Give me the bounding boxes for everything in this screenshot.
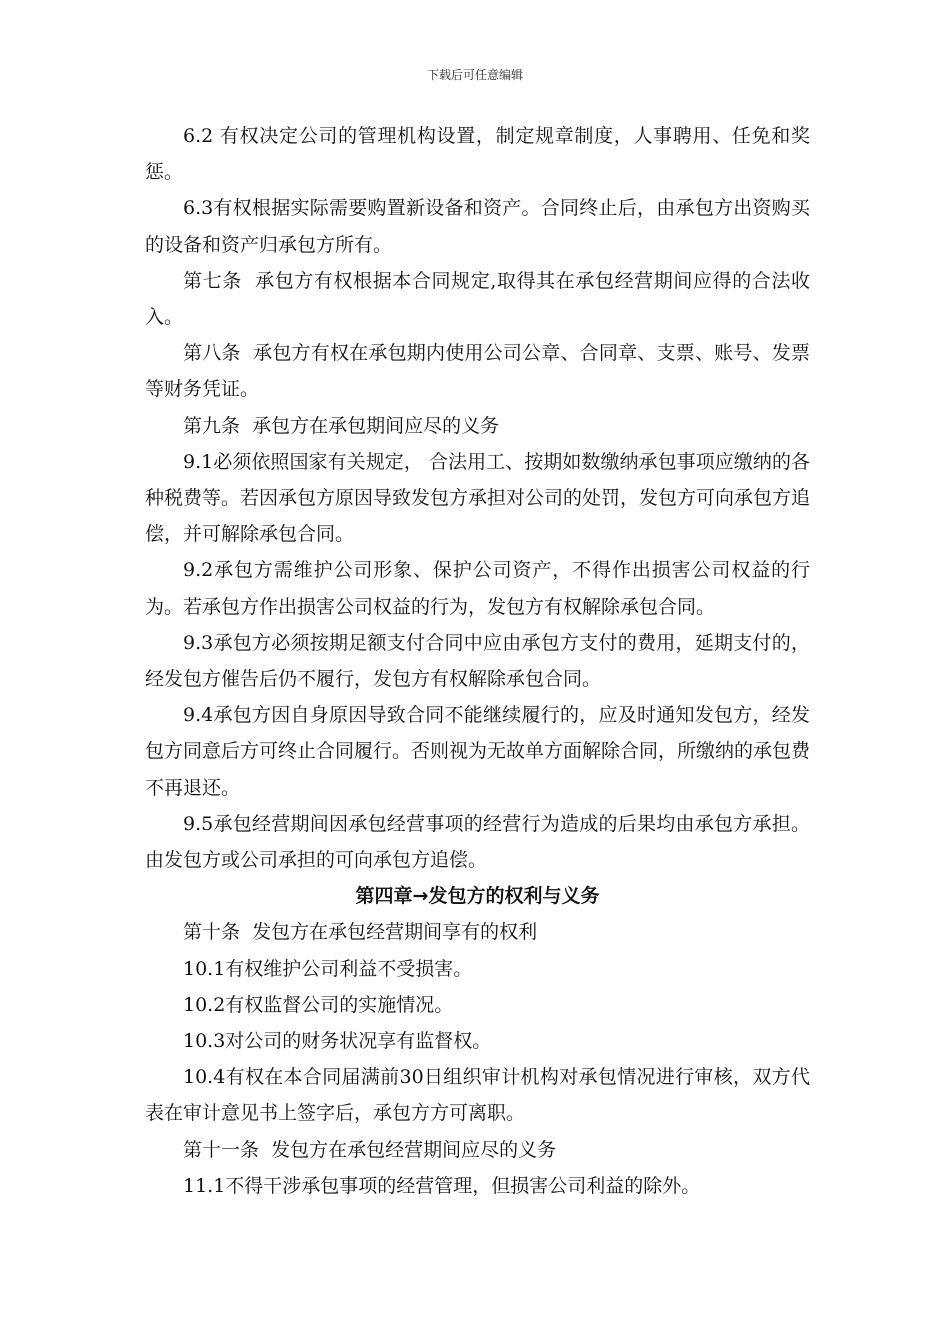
page-header: 下载后可任意编辑 xyxy=(426,68,523,82)
paragraph-11-1: 11.1不得干涉承包事项的经营管理，但损害公司利益的除外。 xyxy=(183,1174,701,1197)
paragraph-10-1: 10.1有权维护公司利益不受损害。 xyxy=(183,957,473,980)
article-9-heading: 第九条 承包方在承包期间应尽的义务 xyxy=(183,414,500,437)
chapter-4-heading: 第四章→发包方的权利与义务 xyxy=(355,885,600,908)
document-body xyxy=(145,118,810,1204)
paragraph-10-2: 10.2有权监督公司的实施情况。 xyxy=(183,993,454,1016)
paragraph-9-3: 9.3承包方必须按期足额支付合同中应由承包方支付的费用，延期支付的，经发包方催告后仍不履行，发包方有权解除承包合同。 xyxy=(145,631,810,691)
paragraph-10-4: 10.4有权在本合同届满前30日组织审计机构对承包情况进行审核，双方代表在审计意见书上签字后，承包方方可离职。 xyxy=(145,1066,810,1125)
paragraph-9-4: 9.4承包方因自身原因导致合同不能继续履行的，应及时通知发包方，经发包方同意后方可终止合同履行。否则视为无故单方面解除合同，所缴纳的承包费不再退还。 xyxy=(145,704,811,799)
paragraph-10-3: 10.3对公司的财务状况享有监督权。 xyxy=(183,1030,492,1053)
paragraph-9-5: 9.5承包经营期间因承包经营事项的经营行为造成的后果均由承包方承担。由发包方或公司承担的可向承包方追偿。 xyxy=(145,812,810,872)
paragraph-6-2: 6.2 有权决定公司的管理机构设置，制定规章制度，人事聘用、任免和奖惩。 xyxy=(145,125,810,184)
paragraph-9-1: 9.1必须依照国家有关规定， 合法用工、按期如数缴纳承包事项应缴纳的各种税费等。若因承包方原因导致发包方承担对公司的处罚，发包方可向承包方追偿，并可解除承包合同。 xyxy=(145,450,811,546)
article-8: 第八条 承包方有权在承包期内使用公司公章、合同章、支票、账号、发票等财务凭证。 xyxy=(145,342,810,401)
paragraph-6-3: 6.3有权根据实际需要购置新设备和资产。合同终止后，由承包方出资购买的设备和资产归承包方所有。 xyxy=(145,197,810,256)
article-7: 第七条 承包方有权根据本合同规定,取得其在承包经营期间应得的合法收入。 xyxy=(145,269,810,329)
article-11-heading: 第十一条 发包方在承包经营期间应尽的义务 xyxy=(183,1138,557,1161)
paragraph-9-2: 9.2承包方需维护公司形象、保护公司资产，不得作出损害公司权益的行为。若承包方作出损害公司权益的行为，发包方有权解除承包合同。 xyxy=(145,559,810,618)
article-10-heading: 第十条 发包方在承包经营期间享有的权利 xyxy=(183,921,538,944)
